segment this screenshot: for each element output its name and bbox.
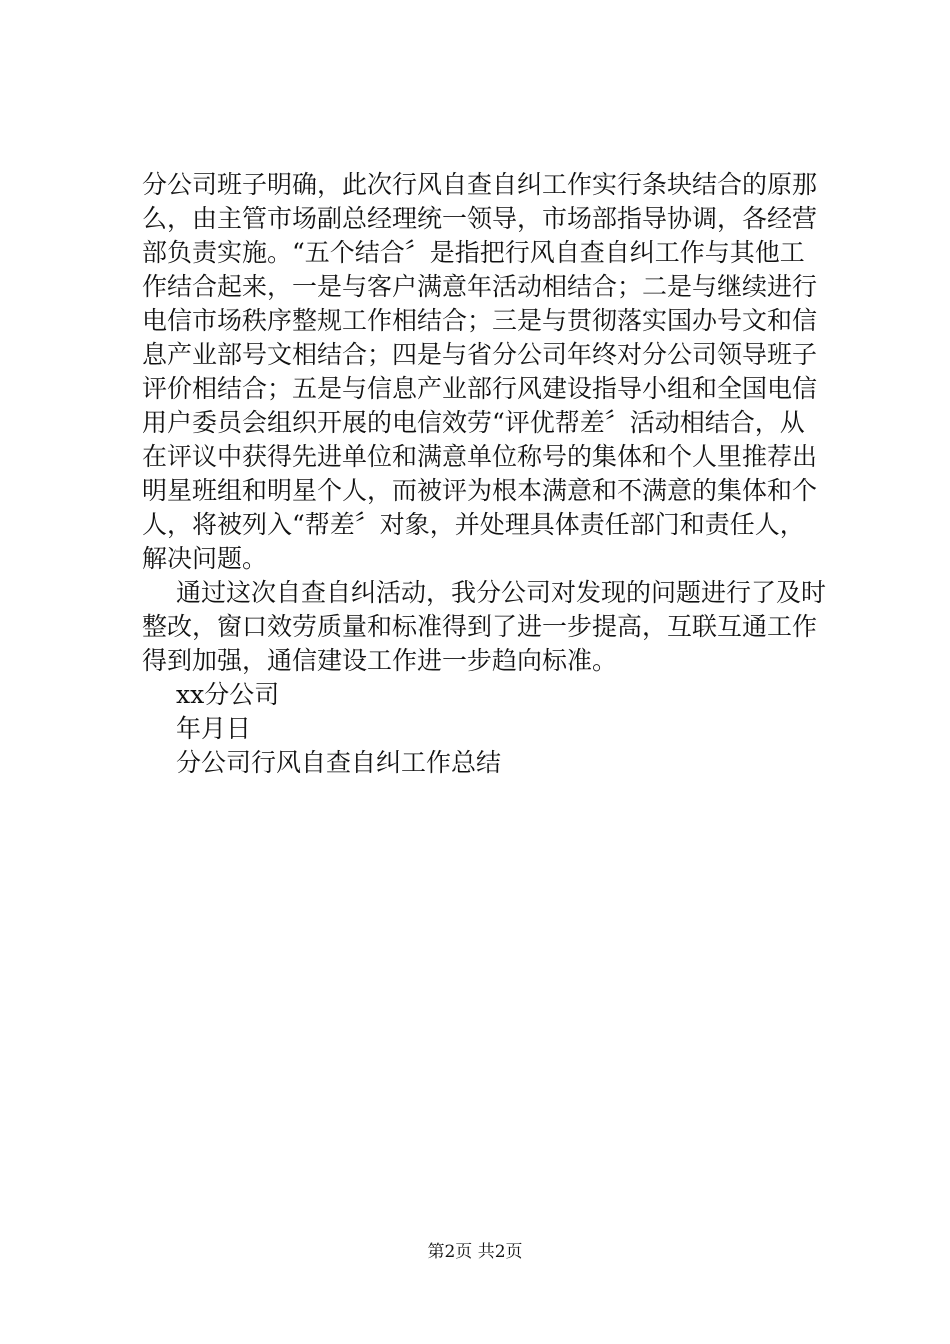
page-number-footer: 第2页 共2页 [427, 1242, 523, 1262]
text-line: 部负责实施。“五个结合〞是指把行风自查自纠工作与其他工 [142, 238, 805, 267]
text-line: 分公司班子明确，此次行风自查自纠工作实行条块结合的原那 [142, 170, 818, 199]
signature-date: 年月日 [176, 714, 252, 743]
paragraph-2 [142, 576, 832, 678]
closing-title: 分公司行风自查自纠工作总结 [176, 748, 502, 777]
paragraph-1 [142, 168, 832, 576]
text-line: 通过这次自查自纠活动，我分公司对发现的问题进行了及时 [176, 578, 827, 607]
text-line: 用户委员会组织开展的电信效劳“评优帮差〞活动相结合，从 [142, 408, 805, 437]
text-line: 电信市场秩序整规工作相结合；三是与贯彻落实国办号文和信 [142, 306, 818, 335]
text-line: 在评议中获得先进单位和满意单位称号的集体和个人里推荐出 [142, 442, 818, 471]
text-line: 么，由主管市场副总经理统一领导，市场部指导协调，各经营 [142, 204, 818, 233]
text-line: 整改，窗口效劳质量和标准得到了进一步提高，互联互通工作 [142, 612, 818, 641]
text-line: 作结合起来，一是与客户满意年活动相结合；二是与继续进行 [142, 272, 818, 301]
text-line: 息产业部号文相结合；四是与省分公司年终对分公司领导班子 [142, 340, 818, 369]
text-line: 明星班组和明星个人，而被评为根本满意和不满意的集体和个 [142, 476, 818, 505]
signature-company: xx分公司 [176, 680, 280, 709]
text-line: 人，将被列入“帮差〞对象，并处理具体责任部门和责任人， [142, 510, 805, 539]
document-body [142, 168, 832, 780]
text-line: 得到加强，通信建设工作进一步趋向标准。 [142, 646, 618, 675]
text-line: 解决问题。 [142, 544, 268, 573]
text-line: 评价相结合；五是与信息产业部行风建设指导小组和全国电信 [142, 374, 818, 403]
